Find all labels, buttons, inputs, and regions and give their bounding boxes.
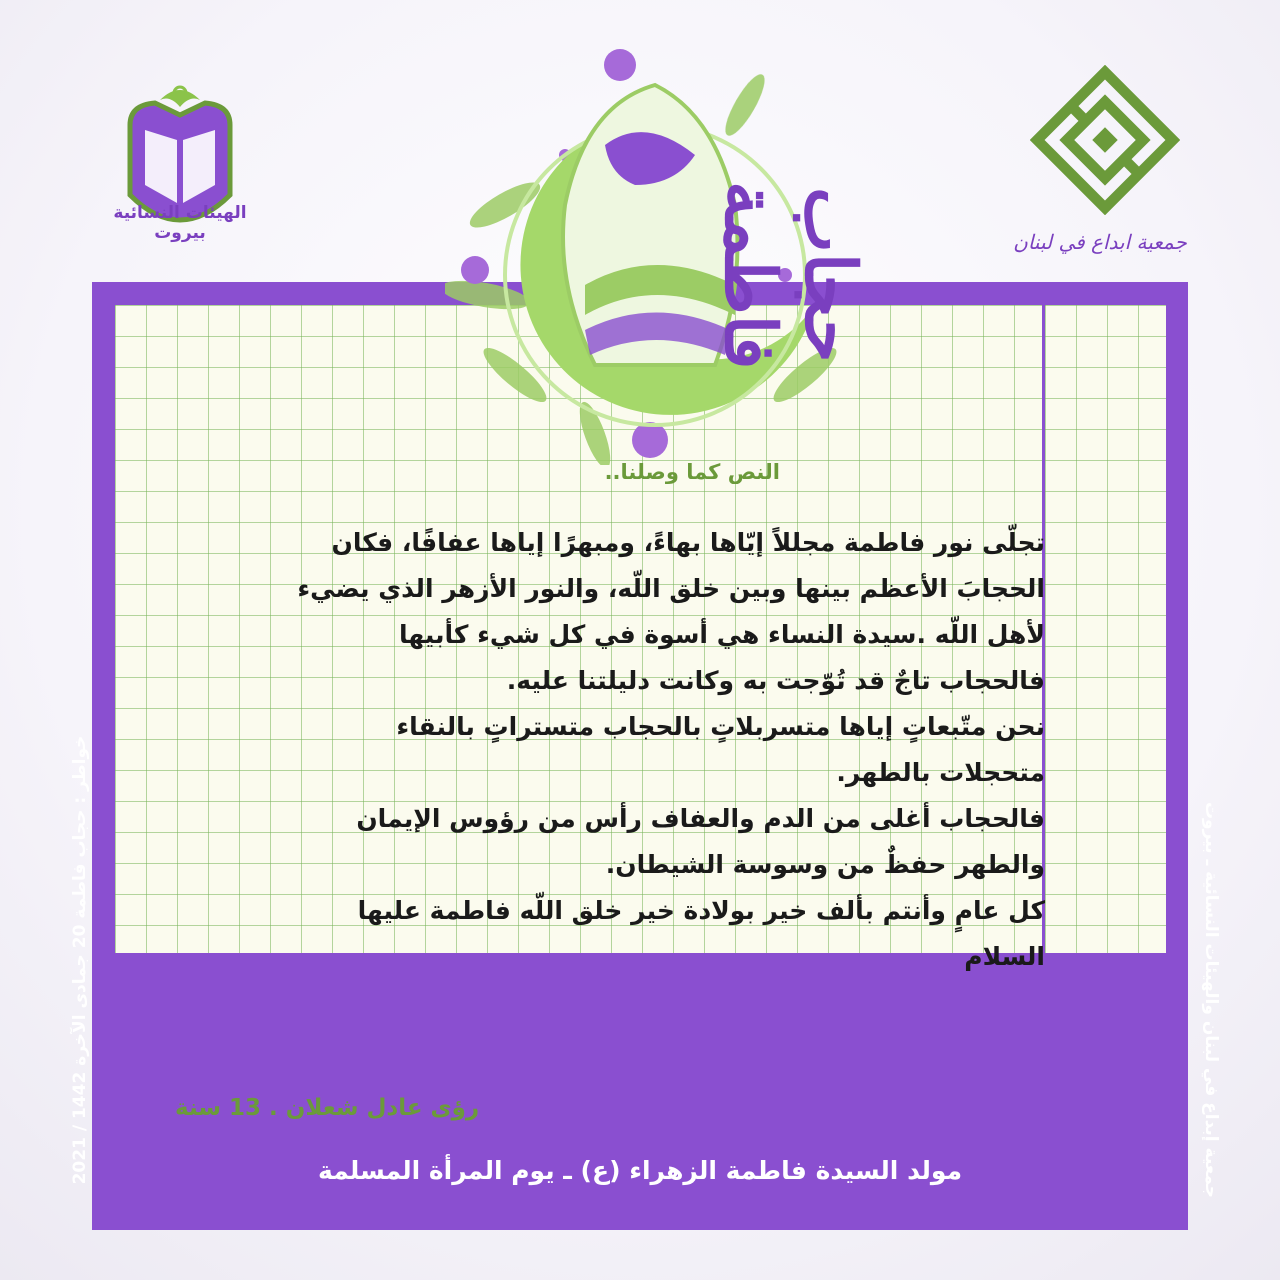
paragraph: كل عامٍ وأنتم بألف خير بولادة خير خلق اللّه فاطمة عليها السلام	[357, 896, 1045, 971]
ibdaa-kufic-logo	[1030, 65, 1180, 215]
paragraph: فالحجاب أغلى من الدم والعفاف رأس من رؤوس الإيمان والطهر حفظٌ من وسوسة الشيطان.	[356, 804, 1045, 879]
paragraph: تجلّى نور فاطمة مجللاً إيّاها بهاءً، ومبهرًا إياها عفافًا، فكان الحجابَ الأعظم بينها وبين خلق اللّه، والنور الأزهر الذي يضيء لأهل اللّه .سيدة النساء هي أسوة في كل شيء كأبيها فالحجاب تاجٌ قد تُوّجت به وكانت دليلتنا عليه.	[297, 528, 1045, 695]
main-text	[290, 520, 1045, 980]
footer-title: مولد السيدة فاطمة الزهراء (ع) ـ يوم المرأة المسلمة	[317, 1156, 963, 1185]
paragraph: نحن متّبعاتٍ إياها متسربلاتٍ بالحجاب متستراتٍ بالنقاء متحجلات بالطهر.	[396, 712, 1045, 787]
left-logo-caption: الهيئات النسائية بيروت	[113, 203, 247, 243]
emblem-calligraphy-title: حجاب فاطمة	[709, 180, 872, 370]
side-caption-left: خواطر : حجاب فاطمة 20 جمادى الآخرة 1442 / 2021	[70, 735, 90, 1185]
side-caption-right: جمعية إبداع في لبنان والهيئات النسائية ـ بيروت	[1201, 801, 1221, 1199]
right-logo-caption: جمعية ابداع في لبنان	[1013, 230, 1187, 254]
source-note: النص كما وصلنا..	[604, 460, 780, 484]
author-signature: رؤى عادل شعلان . 13 سنة	[175, 1095, 480, 1121]
